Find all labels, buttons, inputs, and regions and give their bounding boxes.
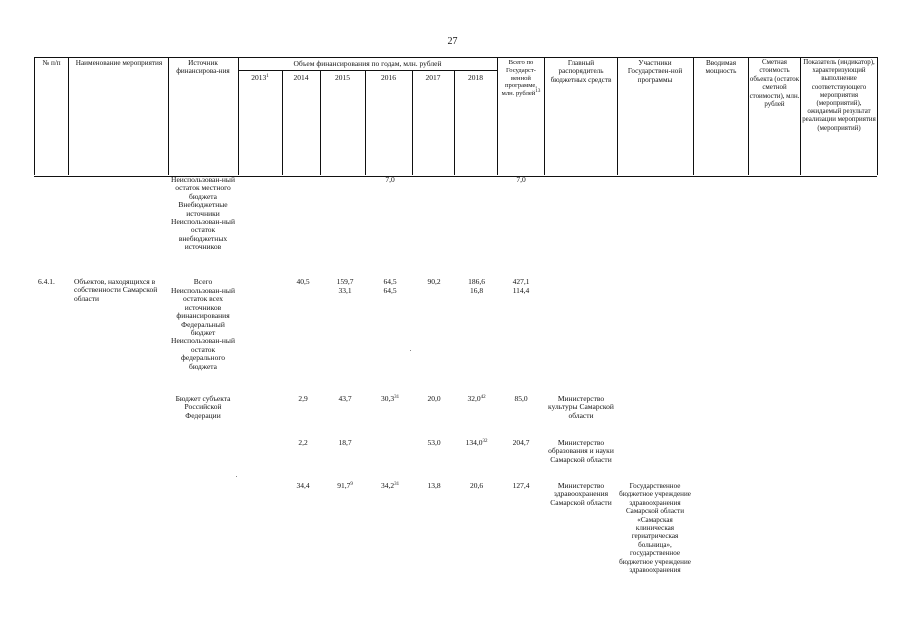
item-name: Объектов, находящихся в собственности Самарской области	[74, 277, 158, 303]
cell-value: 33,1	[338, 286, 352, 295]
cell-value: 53,0	[427, 438, 441, 447]
cell-value: 32,0$^{42}$	[467, 394, 486, 403]
header-num: № п/п	[42, 59, 61, 67]
header-year: 2017	[425, 73, 441, 82]
page-number: 27	[447, 36, 458, 47]
cell-value: 2,9	[298, 394, 308, 403]
source-text: Неиспользован-ный остаток всех источников финансирования Федеральный бюджет Неиспользован-ный остаток федерального бюджета	[171, 286, 235, 371]
grid-line	[320, 70, 321, 175]
header-indicator: Показатель (индикатор), характеризующий выполнение соответствующего мероприятия (мероприятий), ожидаемый результат реализации мероприятия (мероприятий)	[802, 59, 876, 132]
grid-line	[68, 57, 69, 175]
header-capacity: Вводимая мощность	[705, 59, 737, 76]
cell-value: 34,2$^{31}$	[380, 481, 400, 490]
cell-value: 20,0	[427, 394, 441, 403]
manager-text: Министерство культуры Самарской области	[548, 394, 614, 420]
cell-value: 427,1	[512, 277, 530, 286]
scan-speck	[410, 350, 411, 351]
grid-line	[168, 57, 169, 175]
cell-value: 91,7$^9$	[337, 481, 353, 490]
header-name: Наименование мероприятия	[75, 59, 163, 67]
cell-value: 43,7	[338, 394, 352, 403]
manager-text: Министерство здравоохранения Самарской области	[550, 481, 612, 507]
grid-line	[412, 70, 413, 175]
grid-line	[365, 70, 366, 175]
header-year: 2015	[335, 73, 350, 82]
header-year: 2013$^1$	[251, 73, 269, 82]
header-manager: Главный распорядитель бюджетных средств	[550, 59, 612, 84]
item-number: 6.4.1.	[38, 277, 55, 286]
cell-value: 204,7	[512, 438, 530, 447]
grid-line	[34, 57, 35, 175]
source-text: Всего	[193, 277, 213, 286]
cell-value: 40,5	[296, 277, 310, 286]
cell-value: 18,7	[338, 438, 352, 447]
cell-value: 134,0$^{32}$	[465, 438, 488, 447]
cell-value: 7,0	[516, 175, 526, 184]
cell-value: 20,6	[469, 481, 484, 490]
cell-value: 186,6	[468, 277, 485, 286]
source-text: Неиспользован-ный остаток местного бюджета Внебюджетные источники Неиспользован-ный остаток внебюджетных источников	[171, 175, 235, 252]
cell-value: 85,0	[514, 394, 528, 403]
cell-value: 13,8	[427, 481, 441, 490]
grid-line	[544, 57, 545, 175]
cell-value: 2,2	[298, 438, 308, 447]
cell-value: 159,7	[336, 277, 354, 286]
manager-text: Министерство образования и науки Самарской области	[548, 438, 614, 464]
participants-text: Государственное бюджетное учреждение здравоохранения Самарской области «Самарская клиническая гериатрическая больница», государственное бюджетное учреждение здравоохранения	[619, 482, 691, 575]
grid-line	[617, 57, 618, 175]
header-year: 2014	[293, 73, 309, 82]
header-participants: Участники Государствен-ной программы	[627, 59, 683, 84]
header-estimate: Сметная стоимость объекта (остаток сметной стоимости), млн. рублей	[749, 59, 800, 109]
cell-value: 64,5	[383, 277, 397, 286]
header-source: Источник финансирова-ния	[176, 59, 230, 76]
cell-value: 16,8	[469, 286, 484, 295]
grid-line	[877, 57, 878, 175]
grid-line	[238, 70, 497, 71]
scan-speck	[236, 476, 237, 477]
cell-value: 34,4	[296, 481, 310, 490]
cell-value: 30,3$^{31}$	[380, 394, 400, 403]
cell-value: 127,4	[512, 481, 530, 490]
cell-value: 90,2	[427, 277, 441, 286]
grid-line	[454, 70, 455, 175]
header-funding-group: Объем финансирования по годам, млн. рублей	[293, 59, 442, 68]
header-year: 2018	[468, 73, 483, 82]
cell-value: 64,5	[383, 286, 397, 295]
cell-value: 7,0	[385, 175, 395, 184]
header-total: Всего по Государст-венной программе, млн. рублей$^{13}$	[501, 59, 541, 98]
grid-line	[282, 70, 283, 175]
cell-value: 114,4	[512, 286, 530, 295]
header-year: 2016	[381, 73, 396, 82]
grid-line	[497, 57, 498, 175]
source-text: Бюджет субъекта Российской Федерации	[175, 394, 231, 420]
